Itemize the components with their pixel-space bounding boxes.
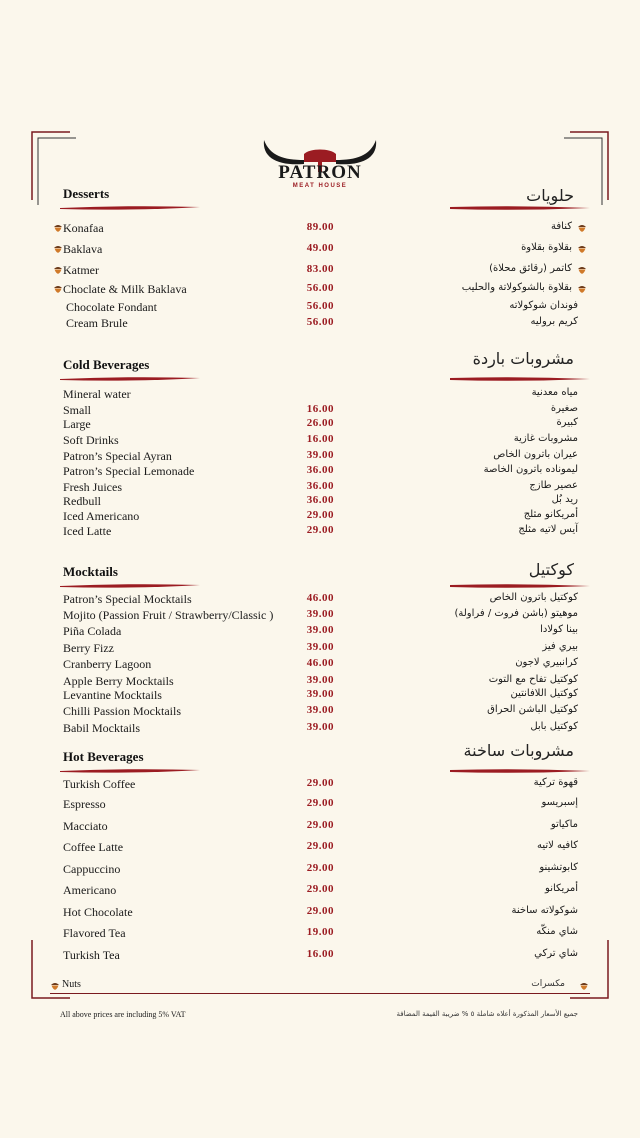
item-name: Cappuccino [63,862,121,876]
menu-item-row [50,449,590,465]
legend-nuts: Nuts [62,979,81,990]
item-price: 56.00 [306,300,334,312]
item-name-arabic: كافيه لاتيه [536,840,578,851]
nut-icon [579,981,589,992]
item-name-arabic: أمريكانو مثلج [523,509,578,520]
brush-underline [60,768,200,774]
section-title: Cold Beverages [63,357,150,372]
brush-underline [60,376,200,382]
item-price: 46.00 [306,657,334,669]
menu-item-row [50,242,590,258]
menu-item-row [50,905,590,921]
menu-item-row [50,777,590,793]
item-price: 29.00 [306,509,334,521]
item-price: 29.00 [306,862,334,874]
item-price: 16.00 [306,403,334,415]
brand-name: PATRON [278,162,362,183]
item-name: Hot Chocolate [63,905,133,919]
item-name: Babil Mocktails [63,721,140,735]
section-title: Hot Beverages [63,749,144,764]
item-name: Flavored Tea [63,926,126,940]
menu-item-row [50,624,590,640]
item-price: 29.00 [306,840,334,852]
item-name-arabic: قهوة تركية [533,777,578,788]
brush-underline [60,205,200,211]
menu-item-row [50,862,590,878]
section-title-arabic: مشروبات ساخنة [463,741,574,760]
menu-item-row [50,316,590,332]
item-name-arabic: ريد بُل [551,494,578,505]
menu-item-row [50,524,590,540]
menu-item-row [50,721,590,737]
item-name-arabic: عصير طازج [529,480,578,491]
item-price: 39.00 [306,721,334,733]
nut-icon [577,223,587,234]
menu-item-row [50,657,590,673]
item-name: Coffee Latte [63,840,124,854]
menu-item-row [50,282,590,298]
item-price: 29.00 [306,819,334,831]
menu-item-row [50,797,590,813]
item-price: 49.00 [306,242,334,254]
menu-item-row [50,494,590,510]
menu-item-row [50,387,590,403]
item-price: 26.00 [306,417,334,429]
item-name: Mineral water [63,387,131,401]
item-name: Katmer [63,263,99,277]
item-name: Patron’s Special Mocktails [63,592,192,606]
item-name-arabic: كنافة [551,221,572,232]
item-name-arabic: كاتمر (رقائق محلاة) [489,263,572,274]
item-name: Iced Americano [63,509,140,523]
item-name-arabic: مشروبات غازية [513,433,578,444]
item-name: Levantine Mocktails [63,688,162,702]
item-price: 16.00 [306,433,334,445]
nut-icon [577,265,587,276]
item-name: Espresso [63,797,106,811]
item-name: Small [63,403,92,417]
menu-item-row [50,433,590,449]
nut-icon [50,981,60,992]
section-title-arabic: حلويات [526,186,574,205]
item-name: Macciato [63,819,108,833]
item-name: Cream Brule [66,316,128,330]
item-name-arabic: بيري فيز [542,641,578,652]
menu-item-row [50,608,590,624]
legend-nuts-arabic: مكسرات [531,979,565,989]
item-price: 39.00 [306,674,334,686]
item-price: 46.00 [306,592,334,604]
item-price: 16.00 [306,948,334,960]
menu-item-row [50,819,590,835]
item-price: 29.00 [306,905,334,917]
item-name-arabic: كوكتيل بابل [530,721,578,732]
item-name: Redbull [63,494,101,508]
item-name-arabic: ليموناده باترون الخاصة [483,464,578,475]
nut-icon [53,223,63,234]
menu-item-row [50,641,590,657]
brush-underline [450,376,590,382]
menu-item-row [50,263,590,279]
item-name-arabic: عيران باترون الخاص [493,449,578,460]
item-name: Large [63,417,91,431]
nut-icon [53,284,63,295]
item-name: Turkish Coffee [63,777,136,791]
nut-icon [53,265,63,276]
section-title-arabic: كوكتيل [528,560,574,579]
item-name: Fresh Juices [63,480,122,494]
menu-item-row [50,840,590,856]
vat-note-arabic: جميع الأسعار المذكورة أعلاه شاملة ٥ % ضريبة القيمة المضافة [396,1010,578,1018]
brush-underline [450,205,590,211]
item-price: 39.00 [306,641,334,653]
menu-item-row [50,948,590,964]
item-name-arabic: شوكولاته ساخنة [511,905,578,916]
brush-underline [450,583,590,589]
menu-item-row [50,883,590,899]
item-name-arabic: شاي تركي [534,948,578,959]
item-name: Soft Drinks [63,433,119,447]
item-price: 56.00 [306,282,334,294]
item-name: Patron’s Special Lemonade [63,464,195,478]
nut-icon [53,244,63,255]
vat-note: All above prices are including 5% VAT [60,1010,186,1019]
brush-underline [450,768,590,774]
item-name-arabic: أمريكانو [545,883,578,894]
item-name: Americano [63,883,117,897]
item-price: 83.00 [306,263,334,275]
item-price: 39.00 [306,704,334,716]
item-price: 19.00 [306,926,334,938]
item-price: 39.00 [306,624,334,636]
item-price: 29.00 [306,524,334,536]
item-name-arabic: شاي منكّه [536,926,578,937]
item-name: Baklava [63,242,103,256]
item-name: Patron’s Special Ayran [63,449,172,463]
item-name-arabic: آيس لاتيه مثلج [518,524,578,535]
item-name: Iced Latte [63,524,112,538]
menu-item-row [50,926,590,942]
item-name: Chocolate Fondant [66,300,157,314]
menu-item-row [50,300,590,316]
brand-logo [258,134,382,194]
menu-item-row [50,704,590,720]
item-name-arabic: كريم بروليه [530,316,578,327]
item-name: Cranberry Lagoon [63,657,152,671]
item-name: Konafaa [63,221,104,235]
item-name: Choclate & Milk Baklava [63,282,187,296]
item-name: Mojito (Passion Fruit / Strawberry/Classic ) [63,608,274,622]
item-name-arabic: إسبريسو [541,797,578,808]
item-price: 39.00 [306,688,334,700]
item-name-arabic: بينا كولادا [540,624,578,635]
item-name-arabic: كوكتيل تفاح مع التوت [488,674,578,685]
item-price: 36.00 [306,464,334,476]
item-price: 36.00 [306,480,334,492]
item-name-arabic: مياه معدنية [531,387,578,398]
item-name-arabic: كبيرة [556,417,578,428]
menu-item-row [50,417,590,433]
item-price: 56.00 [306,316,334,328]
brush-underline [60,583,200,589]
item-name: Piña Colada [63,624,122,638]
nut-icon [577,284,587,295]
item-name: Apple Berry Mocktails [63,674,174,688]
section-title-arabic: مشروبات باردة [472,349,574,368]
menu-item-row [50,221,590,237]
menu-item-row [50,464,590,480]
item-price: 39.00 [306,449,334,461]
item-price: 89.00 [306,221,334,233]
item-price: 29.00 [306,777,334,789]
item-name: Turkish Tea [63,948,120,962]
item-name: Berry Fizz [63,641,114,655]
item-name-arabic: صغيرة [550,403,578,414]
item-name-arabic: فوندان شوكولاته [509,300,578,311]
item-name-arabic: كوكتيل باترون الخاص [489,592,578,603]
item-price: 36.00 [306,494,334,506]
item-price: 29.00 [306,883,334,895]
item-name-arabic: بقلاوة بالشوكولاتة والحليب [461,282,572,293]
menu-item-row [50,592,590,608]
item-name-arabic: كوكتيل اللافانتين [510,688,578,699]
item-price: 39.00 [306,608,334,620]
item-price: 29.00 [306,797,334,809]
item-name-arabic: كابوتشينو [539,862,578,873]
menu-item-row [50,509,590,525]
section-title: Desserts [63,186,110,201]
menu-item-row [50,688,590,704]
item-name-arabic: بقلاوة بقلاوة [521,242,572,253]
section-title: Mocktails [63,564,118,579]
brand-subtitle: MEAT HOUSE [292,183,348,189]
item-name-arabic: موهيتو (باشن فروت / فراولة) [454,608,578,619]
nut-icon [577,244,587,255]
item-name-arabic: كوكتيل الباشن الحراق [487,704,578,715]
item-name-arabic: كرانبيري لاجون [515,657,578,668]
bottom-divider [50,993,590,994]
item-name: Chilli Passion Mocktails [63,704,182,718]
item-name-arabic: ماكياتو [550,819,578,830]
